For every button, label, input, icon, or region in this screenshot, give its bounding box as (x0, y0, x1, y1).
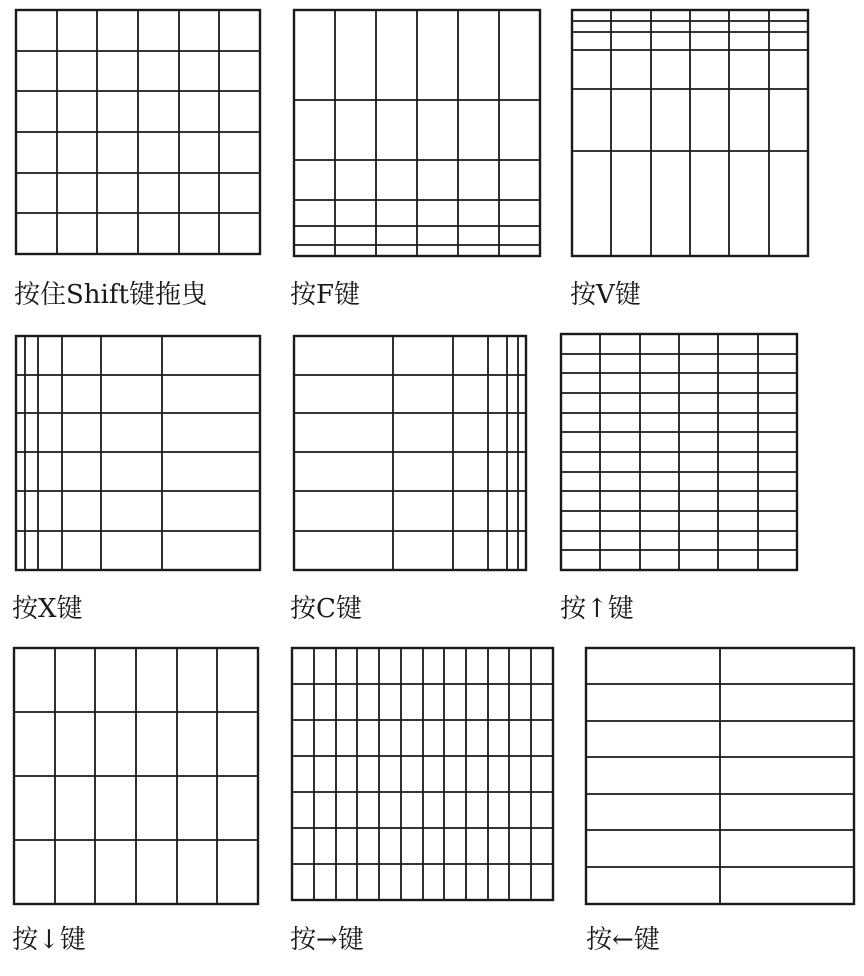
grid-panel-v-key (572, 10, 808, 256)
grid-c-key-frame (294, 336, 526, 570)
grid-panel-shift-drag (16, 10, 260, 254)
caption-v-key: 按V键 (570, 280, 641, 310)
caption-right-key: 按→键 (290, 925, 364, 955)
grid-panel-down-key (14, 648, 258, 904)
grid-panel-c-key (294, 336, 526, 570)
caption-x-key: 按X键 (12, 594, 83, 624)
grid-panel-x-key (16, 336, 260, 570)
grid-panel-f-key (294, 10, 540, 256)
caption-left-key: 按←键 (586, 925, 660, 955)
grid-x-key-frame (16, 336, 260, 570)
grid-panel-right-key (292, 648, 553, 900)
caption-up-key: 按↑键 (560, 594, 634, 624)
grid-panel-up-key (561, 334, 797, 570)
caption-f-key: 按F键 (290, 280, 361, 310)
caption-c-key: 按C键 (290, 594, 362, 624)
caption-shift-drag: 按住Shift键拖曳 (14, 280, 207, 310)
grid-panel-left-key (586, 648, 854, 904)
caption-down-key: 按↓键 (12, 925, 86, 955)
